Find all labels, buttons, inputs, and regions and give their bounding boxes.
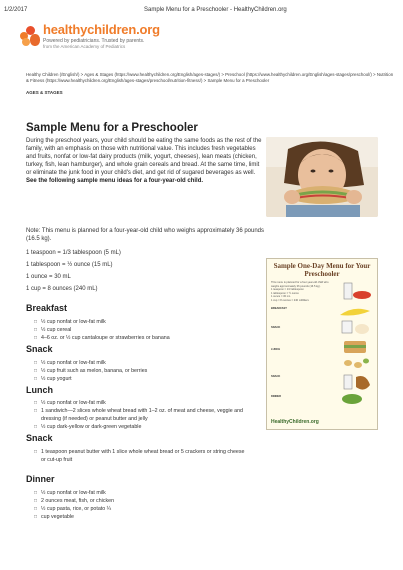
list-item: □ ½ cup pasta, rice, or potato ¼ [34, 505, 249, 513]
print-date: 1/2/2017 [4, 7, 28, 13]
lunch-list [34, 399, 249, 431]
poster-section: DINNER [271, 394, 281, 398]
measure-cup: 1 cup = 8 ounces (240 mL) [26, 286, 98, 292]
poster-section: SNACK [271, 326, 281, 330]
poster-line: 1 cup = 8 ounces = 240 milliliters [271, 298, 309, 302]
list-item: □ ½ cup nonfat or low-fat milk [34, 318, 249, 326]
list-item: □ 1 teaspoon peanut butter with 1 slice whole wheat bread or 5 crackers or string cheese or cut-up fruit [34, 448, 249, 464]
meal-heading-snack: Snack [26, 344, 53, 354]
measure-teaspoon: 1 teaspoon = 1/3 tablespoon (5 mL) [26, 250, 121, 256]
measure-ounce: 1 ounce = 30 mL [26, 274, 71, 280]
meal-heading-breakfast: Breakfast [26, 303, 68, 313]
meal-heading-lunch: Lunch [26, 385, 53, 395]
child-eating-photo [266, 137, 378, 217]
poster-section: BREAKFAST [271, 306, 287, 310]
list-item: □ cup vegetable [34, 513, 249, 521]
poster-line: This menu is planned for a four-year-old child who weighs approximately 36 pounds (16.5 kg). [271, 281, 329, 288]
poster-section: SNACK [271, 375, 281, 379]
intro-paragraph [26, 137, 262, 185]
weight-note: Note: This menu is planned for a four-year-old child who weighs approximately 36 pounds (16.5 kg). [26, 228, 265, 242]
list-item: □ ½ cup yogurt [34, 375, 249, 383]
intro-text: During the preschool years, your child should be eating the same foods as the rest of the family, with an emphasis on those with nutritional value. This includes fresh vegetables and fruits, nonfat or low-fat dairy products (milk, yogurt, cheeses), lean meats (chicken, turkey, fish, lean hamburger), and whole grain cereals and bread. At the same time, limit or eliminate the junk food in your child's diet, and get rid of sugared beverages as well. [26, 138, 262, 176]
food-illustrations-icon [336, 281, 374, 411]
list-item: □ ½ cup cereal [34, 326, 249, 334]
poster-footer: HealthyChildren.org [271, 419, 319, 425]
list-item: □ ½ cup nonfat or low-fat milk [34, 359, 249, 367]
logo-tagline: Powered by pediatricians. Trusted by parents. [43, 38, 145, 44]
breakfast-list [34, 318, 249, 342]
list-item: □ ½ cup nonfat or low-fat milk [34, 489, 249, 497]
snack-list [34, 359, 249, 383]
dinner-list [34, 489, 249, 521]
breadcrumb[interactable]: Healthy Children (/English/) > Ages & Stages (https://www.healthychildren.org/English/ages-stages/) > Preschool (https://www.healthychildren.org/English/ages-stages/preschool/) > Nutrition & Fitness (https://www.healthychildren.org/English/ages-stages/preschool/nutrition-fitness/) > Sample Menu for a Preschooler [26, 72, 394, 83]
measure-tablespoon: 1 tablespoon = ½ ounce (15 mL) [26, 262, 113, 268]
list-item: □ 4–6 oz. or ½ cup cantaloupe or strawberries or banana [34, 334, 249, 342]
list-item: □ 2 ounces meat, fish, or chicken [34, 497, 249, 505]
list-item: □ ½ cup nonfat or low-fat milk [34, 399, 249, 407]
intro-bold: See the following sample menu ideas for a four-year-old child. [26, 178, 204, 184]
logo-wordmark: healthychildren.org [43, 22, 160, 37]
snack-2-list [34, 448, 249, 464]
meal-heading-snack-2: Snack [26, 433, 53, 443]
list-item: □ 1 sandwich—2 slices whole wheat bread with 1–2 oz. of meat and cheese, veggie and dressing (if needed) or peanut butter and jelly [34, 407, 249, 423]
logo-subtagline: from the American Academy of Pediatrics [43, 44, 126, 49]
site-logo[interactable] [20, 22, 160, 49]
list-item: □ ½ cup dark-yellow or dark-green vegetable [34, 423, 249, 431]
section-tag: AGES & STAGES [26, 90, 63, 95]
page-title: Sample Menu for a Preschooler [26, 122, 198, 134]
poster-line: 1 ounce = 30 mL [271, 295, 291, 299]
menu-poster [266, 258, 378, 430]
poster-section: LUNCH [271, 347, 281, 351]
family-logo-icon [20, 26, 40, 46]
print-title: Sample Menu for a Preschooler - HealthyChildren.org [144, 7, 287, 13]
list-item: □ ½ cup fruit such as melon, banana, or berries [34, 367, 249, 375]
poster-line: 1 teaspoon = 1/3 tablespoon [271, 288, 304, 292]
poster-line: 1 tablespoon = ½ ounce [271, 291, 299, 295]
meal-heading-dinner: Dinner [26, 474, 55, 484]
poster-title: Sample One-Day Menu for Your Preschooler [273, 262, 371, 278]
poster-body [271, 281, 337, 399]
